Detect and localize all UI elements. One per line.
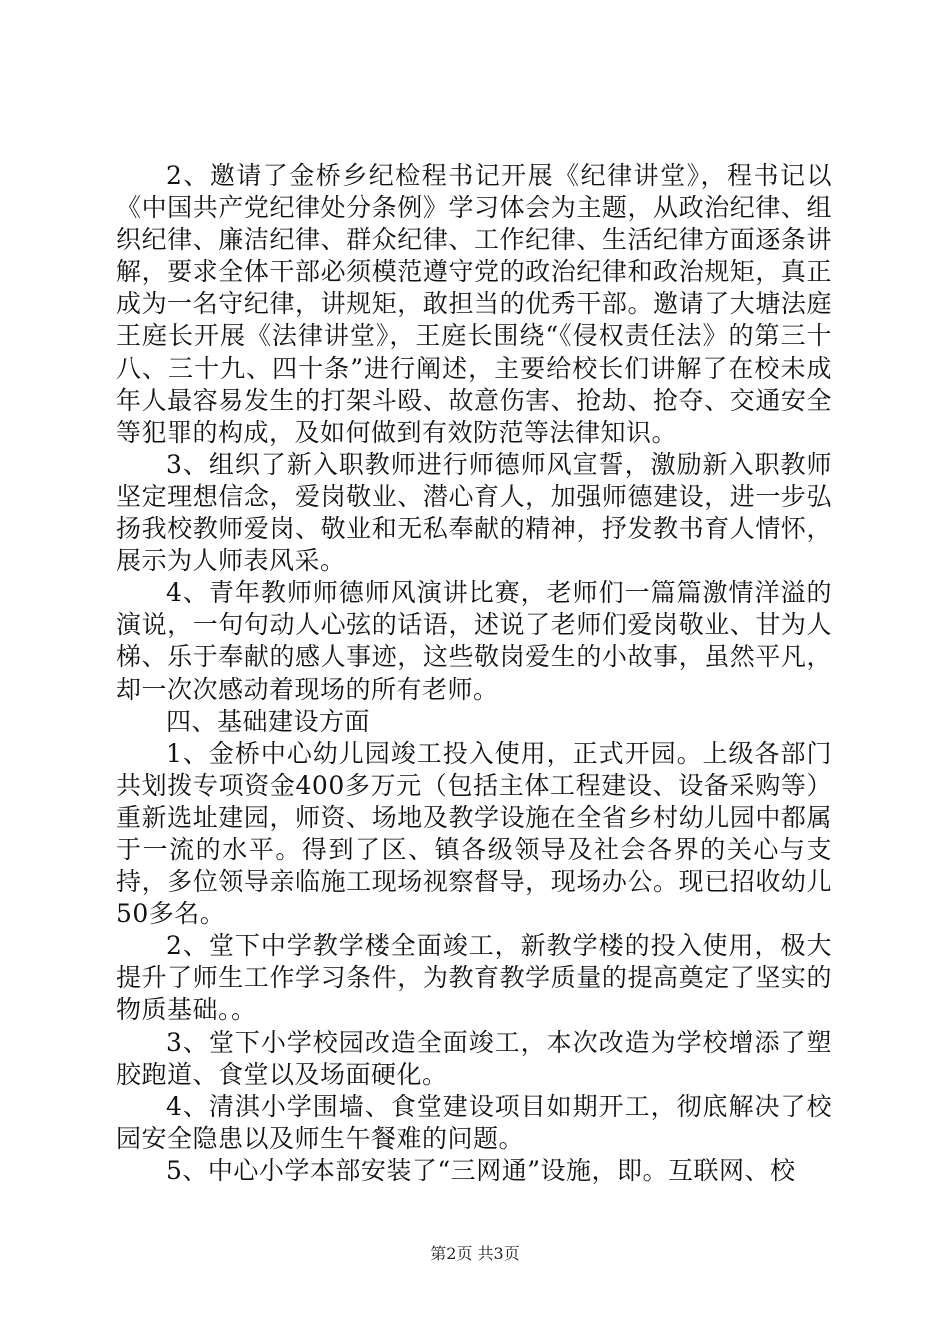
paragraph-qingqi-wall-canteen: 4、清淇小学围墙、食堂建设项目如期开工，彻底解决了校园安全隐患以及师生午餐难的问题。 [116,1091,832,1153]
document-body [116,160,832,1187]
paragraph-speech-contest: 4、青年教师师德师风演讲比赛，老师们一篇篇激情洋溢的演说，一句句动人心弦的话语，述说了老师们爱岗敬业、甘为人梯、乐于奉献的感人事迹，这些敬岗爱生的小故事，虽然平凡，却一次次感动着现场的所有老师。 [116,578,832,704]
section-heading-infrastructure: 四、基础建设方面 [166,706,371,736]
paragraph-teacher-oath: 3、组织了新入职教师进行师德师风宣誓，激励新入职教师坚定理想信念，爱岗敬业、潜心育人，加强师德建设，进一步弘扬我校教师爱岗、敬业和无私奉献的精神，抒发教书育人情怀，展示为人师表风采。 [116,449,832,576]
page-number: 第2页 [430,1244,473,1263]
page-footer [0,1244,950,1264]
paragraph-middle-school-building: 2、堂下中学教学楼全面竣工，新教学楼的投入使用，极大提升了师生工作学习条件，为教育教学质量的提高奠定了坚实的物质基础。。 [116,931,832,1025]
paragraph-discipline-lectures: 2、邀请了金桥乡纪检程书记开展《纪律讲堂》，程书记以《中国共产党纪律处分条例》学习体会为主题，从政治纪律、组织纪律、廉洁纪律、群众纪律、工作纪律、生活纪律方面逐条讲解，要求全体干部必须模范遵守党的政治纪律和政治规矩，真正成为一名守纪律，讲规矩，敢担当的优秀干部。邀请了大塘法庭王庭长开展《法律讲堂》，王庭长围绕“《侵权责任法》的第三十八、三十九、四十条”进行阐述，主要给校长们讲解了在校未成年人最容易发生的打架斗殴、故意伤害、抢劫、抢夺、交通安全等犯罪的构成，及如何做到有效防范等法律知识。 [116,161,832,447]
paragraph-three-network: 5、中心小学本部安装了“三网通”设施，即。互联网、校 [166,1155,796,1185]
paragraph-primary-school-renovation: 3、堂下小学校园改造全面竣工，本次改造为学校增添了塑胶跑道、食堂以及场面硬化。 [116,1027,832,1089]
paragraph-kindergarten: 1、金桥中心幼儿园竣工投入使用，正式开园。上级各部门共划拨专项资金400多万元（包括主体工程建设、设备采购等）重新选址建园，师资、场地及教学设施在全省乡村幼儿园中都属于一流的水平。得到了区、镇各级领导及社会各界的关心与支持，多位领导亲临施工现场视察督导，现场办公。现已招收幼儿50多名。 [116,738,832,929]
page-total: 共3页 [477,1244,520,1263]
